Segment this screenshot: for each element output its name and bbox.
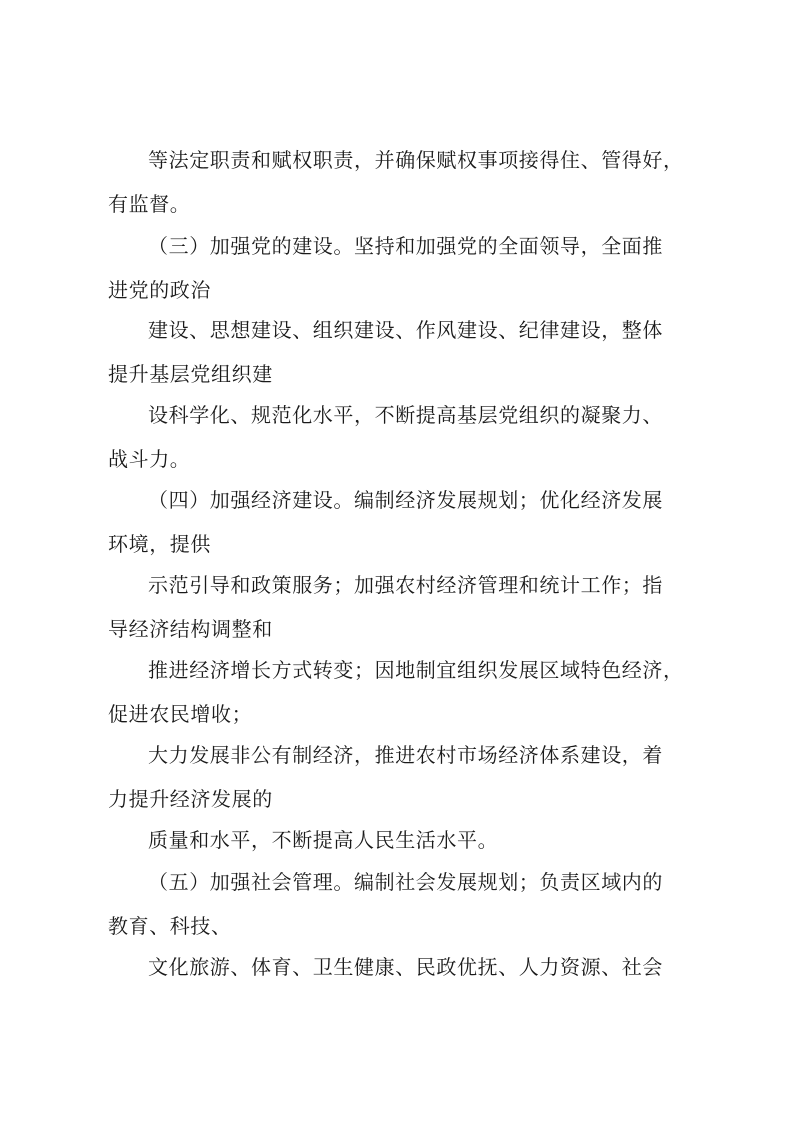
text-line-6: 提升基层党组织建 bbox=[108, 362, 273, 386]
text-line-19: 教育、科技、 bbox=[108, 914, 232, 938]
text-line-3: （三）加强党的建设。坚持和加强党的全面领导，全面推 bbox=[148, 234, 663, 258]
text-line-1: 等法定职责和赋权职责，并确保赋权事项接得住、管得好， bbox=[148, 148, 684, 172]
text-line-7: 设科学化、规范化水平，不断提高基层党组织的凝聚力、 bbox=[148, 403, 663, 427]
text-line-11: 示范引导和政策服务；加强农村经济管理和统计工作；指 bbox=[148, 573, 663, 597]
text-line-18: （五）加强社会管理。编制社会发展规划；负责区域内的 bbox=[148, 870, 663, 894]
text-line-12: 导经济结构调整和 bbox=[108, 617, 273, 641]
text-line-4: 进党的政治 bbox=[108, 278, 211, 302]
text-line-13: 推进经济增长方式转变；因地制宜组织发展区域特色经济， bbox=[148, 658, 684, 682]
text-line-10: 环境，提供 bbox=[108, 532, 211, 556]
text-line-5: 建设、思想建设、组织建设、作风建设、纪律建设，整体 bbox=[148, 318, 663, 342]
text-line-20: 文化旅游、体育、卫生健康、民政优抚、人力资源、社会 bbox=[148, 955, 663, 979]
text-line-2: 有监督。 bbox=[108, 192, 191, 216]
text-line-9: （四）加强经济建设。编制经济发展规划；优化经济发展 bbox=[148, 488, 663, 512]
text-line-14: 促进农民增收； bbox=[108, 702, 253, 726]
text-line-17: 质量和水平，不断提高人民生活水平。 bbox=[148, 828, 499, 852]
text-line-8: 战斗力。 bbox=[108, 447, 191, 471]
text-line-15: 大力发展非公有制经济，推进农村市场经济体系建设，着 bbox=[148, 743, 663, 767]
text-line-16: 力提升经济发展的 bbox=[108, 787, 273, 811]
